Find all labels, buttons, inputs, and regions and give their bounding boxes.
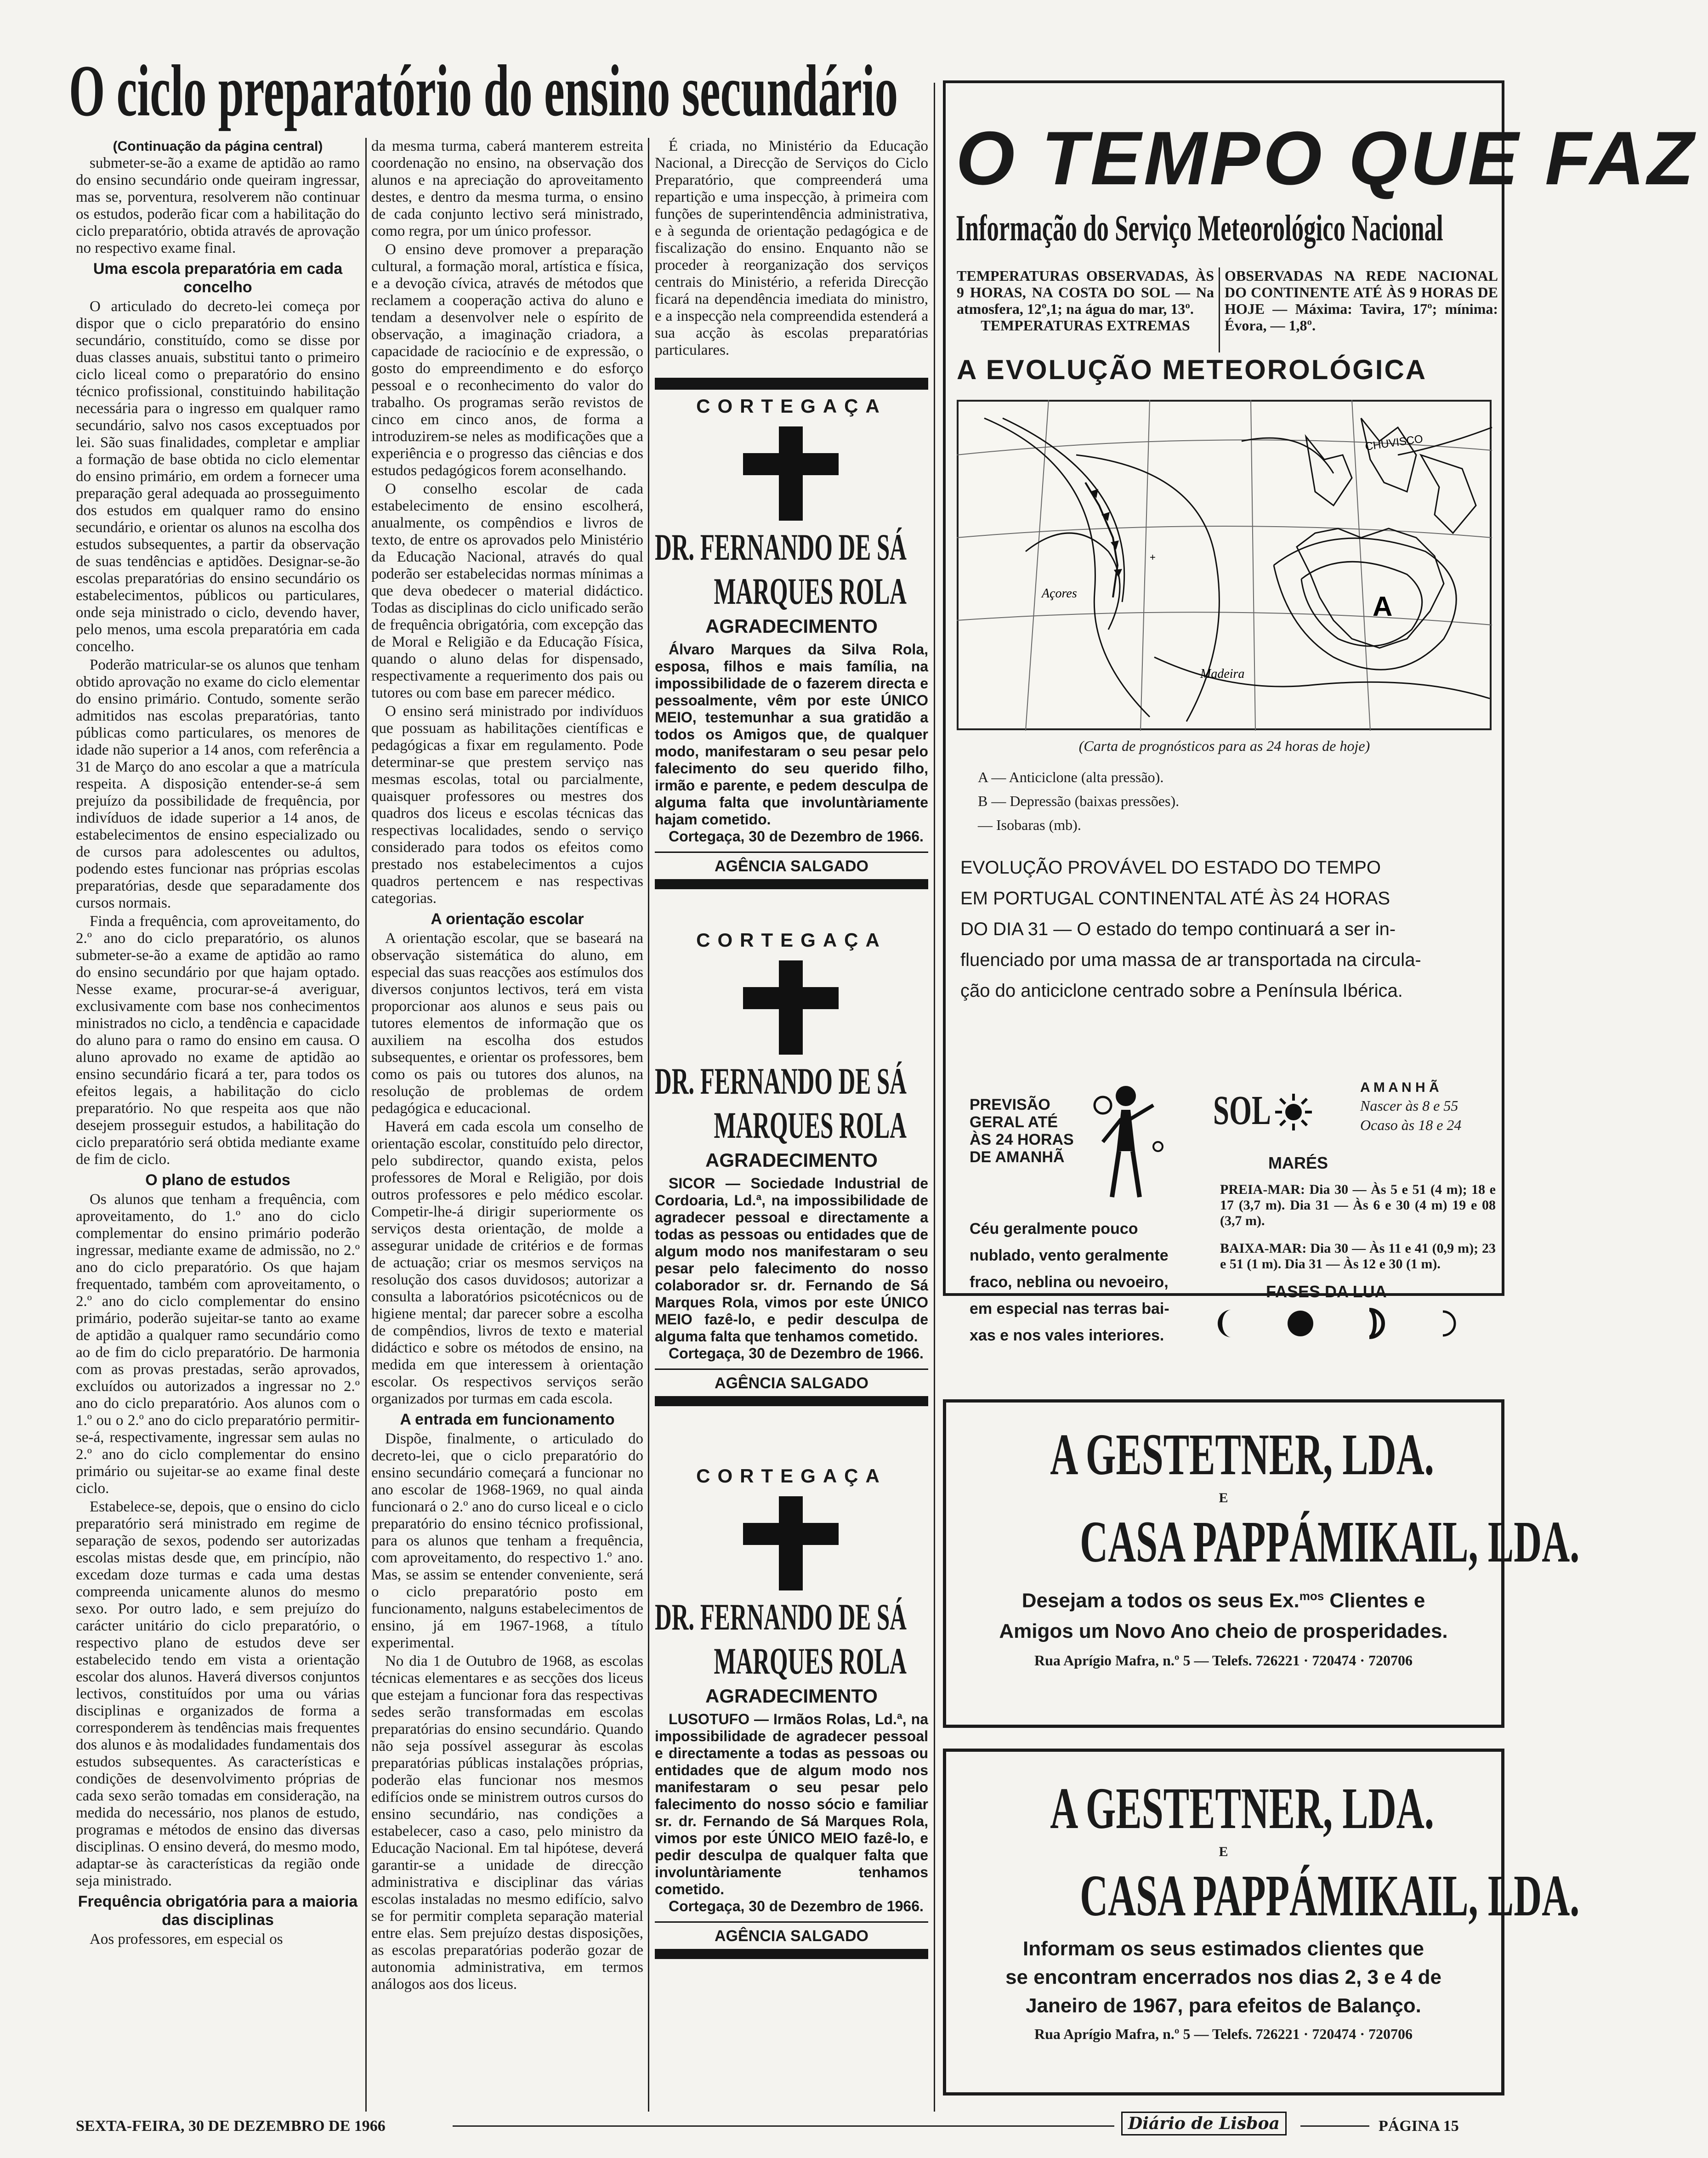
- forecast-text: [960, 852, 1493, 1006]
- sun-times: [1360, 1096, 1461, 1135]
- obituary-divider-bar: [655, 1949, 928, 1959]
- footer-masthead: Diário de Lisboa: [1121, 2112, 1287, 2135]
- obituary-text: Álvaro Marques da Silva Rola, esposa, filhos e mais família, na impossibilidade de o fazerem directa e pessoalmente, vêm por este ÚNICO MEIO, testemunhar a sua gratidão a todos os Amigos que, de qualquer modo, manifestaram o seu pesar pelo falecimento do seu querido filho, irmão e parente, e pedem desculpa de alguma falta que involuntàriamente hajam cometido.: [655, 641, 928, 828]
- map-label-chuvisco: CHUVISCO: [1364, 432, 1424, 453]
- article-column-1: [76, 138, 360, 2118]
- column-rule: [934, 83, 935, 2112]
- obituary-name: DR. FERNANDO DE SÁ: [655, 1060, 907, 1102]
- weather-title: O TEMPO QUE FAZ: [956, 116, 1697, 200]
- prevision-line: nublado, vento geralmente: [970, 1247, 1169, 1264]
- ad-company-2-text: CASA PAPPÁMIKAIL, LDA.: [1080, 1863, 1580, 1928]
- forecast-line: ção do anticiclone centrado sobre a Península Ibérica.: [960, 981, 1403, 1001]
- subheading: A entrada em funcionamento: [400, 1411, 615, 1428]
- ad-message-superscript: mos: [1299, 1589, 1324, 1603]
- obituary-rule: [655, 1921, 928, 1923]
- obituary-body: [655, 1175, 928, 1362]
- evolution-title: A EVOLUÇÃO METEOROLÓGICA: [957, 354, 1427, 385]
- obituary-rule: [655, 1369, 928, 1370]
- weather-figure-illustration: [1084, 1078, 1181, 1215]
- obituary-place: CORTEGAÇA: [696, 1465, 887, 1487]
- sol-label: SOL: [1213, 1088, 1271, 1133]
- footer-rule: [453, 2125, 1114, 2127]
- obituary-place: CORTEGAÇA: [696, 929, 887, 951]
- paragraph: A orientação escolar, que se baseará na observação sistemática do aluno, em especial das suas reacções aos estímulos dos diversos conjuntos lectivos, terá em vista proporcionar aos alunos e seus pais ou tutores elementos de informação que os auxiliem na escolha dos estudos subsequentes, e orientar os professores, bem como os pais ou tutores dos alunos, na resolução de problemas de ordem pedagógica e educacional.: [371, 930, 643, 1117]
- weather-rule: [1219, 267, 1220, 352]
- obituary-agency: AGÊNCIA SALGADO: [715, 1374, 868, 1392]
- obituary-divider-bar: [655, 1396, 928, 1406]
- subheading: Frequência obrigatória para a maioria das disciplinas: [78, 1893, 358, 1929]
- cross-icon: [655, 1487, 928, 1595]
- obituary-notice: [655, 395, 928, 889]
- obituary-rule: [655, 852, 928, 853]
- paragraph: Os alunos que tenham a frequência, com aproveitamento, do 1.º ano do ciclo complementar do ensino primário poderão ingressar, mediante exame de admissão, no 2.º ano do ciclo preparatório. Os que hajam frequentado, também com aproveitamento, o 2.º ano do ciclo complementar do ensino primário, poderão sujeitar-se tanto ao exame de aptidão a qualquer ramo secundário como ao de fim do ciclo preparatório. De harmonia com as provas prestadas, serão aprovados, excluídos ou autorizados a ingressar no 2.º ano do ciclo preparatório. Aos alunos com o 1.º ou o 2.º ano do ciclo preparatório permitir-se-á, respectivamente, ingressar sem aulas no 2.º ano do ciclo complementar do ensino primário ou sujeitar-se ao exame final deste ciclo.: [76, 1191, 360, 1497]
- temps-left: [957, 267, 1214, 334]
- moon-phase-4-icon: [1443, 1312, 1455, 1335]
- paragraph: Aos professores, em especial os: [90, 1931, 283, 1948]
- obituary-heading: AGRADECIMENTO: [705, 615, 878, 637]
- prevision-label: [970, 1096, 1074, 1166]
- subheading: Uma escola preparatória em cada concelho: [93, 260, 343, 296]
- obituary-body: [655, 641, 928, 845]
- weather-map: [957, 400, 1492, 731]
- prevision-line: Céu geralmente pouco: [970, 1220, 1138, 1238]
- cross-icon: [655, 951, 928, 1059]
- sun-icon: [1273, 1091, 1314, 1133]
- obituary-divider-bar: [655, 879, 928, 889]
- obituary-date: Cortegaça, 30 de Dezembro de 1966.: [669, 828, 924, 845]
- obituary-name-2: [655, 1103, 928, 1147]
- column-rule: [648, 138, 649, 2112]
- moon-phase-2-icon: [1288, 1311, 1313, 1336]
- ad-message-line2: se encontram encerrados nos dias 2, 3 e 4 de: [1005, 1966, 1441, 1988]
- paragraph: Poderão matricular-se os alunos que tenham obtido aprovação no exame do ciclo elementar do ensino primário. Contudo, somente serão admitidos nas escolas preparatórias, tanto públicas como particulares, os menores de idade não superior a 14 anos, com referência a 31 de Março do ano escolar a que a matrícula respeita. A disposição entender-se-á sem prejuízo da possibilidade de frequência, por indivíduos de idade superior a 14 anos, de estabelecimentos de ensino especializado ou de cursos para adolescentes ou adultos, podendo estes funcionar nas próprias escolas preparatórias, desde que separadamente dos cursos normais.: [76, 657, 360, 911]
- cross-icon: [655, 417, 928, 525]
- prevision-label-line: DE AMANHÃ: [970, 1148, 1065, 1166]
- baixa-mar: BAIXA-MAR: Dia 30 — Às 11 e 41 (0,9 m); 23 e 51 (1 m). Dia 31 — Às 12 e 30 (1 m).: [1220, 1241, 1496, 1272]
- ad-company-1: [951, 1420, 1496, 1489]
- obituary-date: Cortegaça, 30 de Dezembro de 1966.: [669, 1898, 924, 1914]
- preia-mar: PREIA-MAR: Dia 30 — Às 5 e 51 (4 m); 18 e 17 (3,7 m). Dia 31 — Às 6 e 30 (4 m) 19 e 08 (3,7 m).: [1220, 1182, 1496, 1228]
- footer-page: PÁGINA 15: [1379, 2118, 1459, 2135]
- moon-phase-3-icon: [1369, 1310, 1383, 1337]
- paragraph: Finda a frequência, com aproveitamento, do 2.º ano do ciclo preparatório, os alunos submeter-se-ão a exame de aptidão ao ramo do ensino secundário por que hajam optado. Nesse exame, procurar-se-á averiguar, exclusivamente com base nos conhecimentos ministrados no ciclo, a tendência e capacidade do aluno para o ramo do ensino em causa. O aluno aprovado no exame de aptidão ao ensino secundário ficará a ter, para todos os efeitos legais, a habilitação do ciclo preparatório. No que respeita aos que não desejem prosseguir estudos, a habilitação do ciclo preparatório será obtida mediante exame de fim de ciclo.: [76, 913, 360, 1168]
- ad-message: [951, 1581, 1496, 1616]
- obituary-notice: [655, 929, 928, 1406]
- obituary-name-line2: MARQUES ROLA: [714, 1104, 907, 1146]
- obituary-heading: AGRADECIMENTO: [705, 1149, 878, 1171]
- sunset: Ocaso às 18 e 24: [1360, 1117, 1462, 1133]
- article-column-2: [371, 138, 643, 2118]
- paragraph: Estabelece-se, depois, que o ensino do ciclo preparatório será ministrado em regime de separação de sexos, podendo ser autorizadas escolas mistas desde que, em princípio, não excedam doze turmas e cada uma destas compreenda unicamente alunos do mesmo sexo. Por outro lado, e sem prejuízo do carácter unitário do ciclo preparatório, o respectivo plano de estudos deve ser estabelecido tendo em vista a orientação escolar dos alunos. Haverá diversos conjuntos lectivos, constituídos por uma ou várias disciplinas e organizados de forma a corresponderem às tendências mais frequentes dos alunos e às modalidades fundamentais dos estudos subsequentes. As características e condições de desenvolvimento próprias de cada sexo serão tomadas em consideração, na medida do necessário, nos planos de estudo, programas e métodos de ensino das diversas disciplinas. O ensino deverá, do mesmo modo, adaptar-se às características da região onde seja ministrado.: [76, 1499, 360, 1889]
- obituary-heading: AGRADECIMENTO: [705, 1685, 878, 1707]
- continuation-note: (Continuação da página central): [113, 139, 323, 154]
- figure-head: [1116, 1086, 1136, 1106]
- prevision-line: xas e nos vales interiores.: [970, 1327, 1164, 1344]
- obituary-agency: AGÊNCIA SALGADO: [715, 1927, 868, 1945]
- paragraph: submeter-se-ão a exame de aptidão ao ramo do ensino secundário onde queiram ingressar, mas se, porventura, resolverem não continuar os estudos, poderão ficar com a habilitação do ciclo preparatório, obtida através de aprovação no respectivo exame final.: [76, 155, 360, 256]
- obituary-name: DR. FERNANDO DE SÁ: [655, 526, 907, 568]
- map-island-label: +: [1150, 551, 1156, 563]
- obituary-place: CORTEGAÇA: [696, 395, 887, 417]
- ad-message-line2: Amigos um Novo Ano cheio de prosperidades.: [999, 1619, 1448, 1642]
- map-legend: [978, 765, 1179, 837]
- prevision-text: [970, 1215, 1218, 1349]
- advertisement: [951, 1774, 1580, 2046]
- ad-address: Rua Aprígio Mafra, n.º 5 — Telefs. 726221 · 720474 · 720706: [1034, 1652, 1413, 1669]
- paragraph: É criada, no Ministério da Educação Nacional, a Direcção de Serviços do Ciclo Preparatório, que compreenderá uma repartição e uma inspecção, à primeira com funções de superintendência administrativa, e à segunda de orientação pedagógica e de fiscalização do ensino. Enquanto não se proceder à reorganização dos serviços centrais do Ministério, a referida Direcção ficará na dependência imediata do ministro, e a inspecção nela compreendida estenderá a sua acção às escolas preparatórias particulares.: [655, 138, 928, 358]
- weather-subtitle: Informação do Serviço Meteorológico Nacional: [956, 208, 1443, 249]
- moon-phase-1-icon: [1218, 1310, 1231, 1337]
- ad-company-1-text: A GESTETNER, LDA.: [1050, 1776, 1434, 1841]
- temps-right: OBSERVADAS NA REDE NACIONAL DO CONTINENTE ATÉ ÀS 9 HORAS DE HOJE — Máxima: Tavira, 17º; mínima: Évora, — 1,8º.: [1225, 267, 1498, 334]
- figure-flower-icon: [1153, 1142, 1163, 1151]
- prevision-line: fraco, neblina ou nevoeiro,: [970, 1273, 1169, 1291]
- sunrise: Nascer às 8 e 55: [1360, 1097, 1458, 1114]
- ad-and: E: [1219, 1844, 1228, 1859]
- paragraph: Dispõe, finalmente, o articulado do decreto-lei, que o ciclo preparatório do ensino secundário começará a funcionar no ano escolar de 1968-1969, no qual ainda funcionará o 2.º ano do curso liceal e o ciclo preparatório do ensino técnico profissional, para os alunos que tenham a frequência, com aproveitamento, do respectivo 1.º ano. Mas, se assim se entender conveniente, será o ciclo preparatório posto em funcionamento, nalguns estabelecimentos de ensino, já em 1967-1968, a título experimental.: [371, 1431, 643, 1651]
- legend-anticyclone: A — Anticiclone (alta pressão).: [978, 769, 1164, 785]
- paragraph: da mesma turma, caberá manterem estreita coordenação no ensino, na observação dos alunos e na apreciação do aproveitamento destes, e dentro da mesma turma, o ensino de cada conjunto lectivo será ministrado, como regra, por um único professor.: [371, 138, 643, 239]
- obituary-name-2: [655, 1639, 928, 1683]
- ad-message-part: Clientes e: [1324, 1589, 1425, 1612]
- paragraph: O articulado do decreto-lei começa por dispor que o ciclo preparatório do ensino secundário, constituído, como se disse por duas classes anuais, substitui tanto o primeiro ciclo liceal como o preparatório do ensino técnico profissional, constituindo habilitação necessária para o ingresso em qualquer ramo secundário, salvo nos casos exceptuados por lei. São suas finalidades, completar e ampliar a formação de base obtida no ciclo elementar do ensino primário, em ordem a fornecer uma preparação geral adequada ao prosseguimento dos estudos em qualquer ramo do ensino secundário, e orientar os alunos na escolha dos estudos subsequentes, a partir da observação de suas tendências e aptidões. Designar-se-ão escolas preparatórias do ensino secundário os estabelecimentos, públicos ou particulares, onde seja ministrado o ciclo, devendo haver, pelo menos, uma escola preparatória em cada concelho.: [76, 298, 360, 655]
- paragraph: O ensino deve promover a preparação cultural, a formação moral, artística e física, e a devoção cívica, através de métodos que reclamem a cooperação activa do aluno e tendam a desenvolver nele o espírito de observação, a imaginação criadora, a capacidade de raciocínio e de expressão, o gosto do empreendimento e do esforço pessoal e o reconhecimento do valor do trabalho. Os programas serão revistos de cinco em cinco anos, de forma a introduzirem-se neles as modificações que a experiência e o progresso das ciências e dos estudos pedagógicos forem aconselhando.: [371, 241, 643, 479]
- ad-address: Rua Aprígio Mafra, n.º 5 — Telefs. 726221 · 720474 · 720706: [1034, 2026, 1413, 2042]
- ad-message-part: Desejam a todos os seus Ex.: [1021, 1589, 1299, 1612]
- paragraph: Haverá em cada escola um conselho de orientação escolar, constituído pelo director, pelo subdirector, quando exista, pelos professores de Moral e Religião, por dois outros professores e pelo médico escolar. Competir-lhe-á dirigir superiormente os serviços desta orientação, de molde a assegurar unidade de critérios e de formas de actuação; criar os mesmos serviços na resolução dos casos duvidosos; autorizar a consulta a laboratórios psicotécnicos ou de higiene mental; dar parecer sobre a escolha de compêndios, livros de texto e material didáctico e sobre os métodos de ensino, na medida em que interessem à orientação escolar. Os respectivos serviços serão organizados por turmas em cada escola.: [371, 1119, 643, 1407]
- prevision-label-line: GERAL ATÉ: [970, 1113, 1058, 1131]
- footer-date: SEXTA-FEIRA, 30 DE DEZEMBRO DE 1966: [76, 2118, 386, 2135]
- obituary-name: DR. FERNANDO DE SÁ: [655, 1596, 907, 1638]
- moon-phases: [1213, 1305, 1498, 1342]
- mares-title: MARÉS: [1268, 1153, 1328, 1172]
- column-rule: [365, 138, 367, 2112]
- map-label-anticyclone: A: [1373, 591, 1393, 622]
- ad-message-line3: Janeiro de 1967, para efeitos de Balanço.: [1026, 1994, 1421, 2017]
- map-label-azores: Açores: [1042, 586, 1077, 601]
- figure-sun-icon: [1095, 1097, 1111, 1113]
- obituary-date: Cortegaça, 30 de Dezembro de 1966.: [669, 1345, 924, 1362]
- legend-isobars: — Isobaras (mb).: [978, 817, 1081, 833]
- figure-legs: [1112, 1151, 1140, 1197]
- ad-company-1-text: A GESTETNER, LDA.: [1050, 1422, 1434, 1487]
- headline: O ciclo preparatório do ensino secundário: [69, 50, 898, 131]
- obituary-agency: AGÊNCIA SALGADO: [715, 858, 868, 875]
- obituary-body: [655, 1711, 928, 1915]
- prevision-label-line: ÀS 24 HORAS: [970, 1131, 1074, 1148]
- paragraph: No dia 1 de Outubro de 1968, as escolas técnicas elementares e as secções dos liceus que estejam a funcionar fora das respectivas sedes serão transformadas em escolas preparatórias do ensino secundário. Quando não seja possível assegurar às escolas preparatórias públicas instalações próprias, poderão elas funcionar nos mesmos edifícios onde se ministrem outros cursos do ensino secundário, nas condições a estabelecer, caso a caso, pelo ministro da Educação Nacional. Em tal hipótese, deverá garantir-se a unidade de direcção administrativa e disciplinar das várias escolas instaladas no mesmo edifício, salvo se for permitir completa separação material entre elas. Sem prejuízo destas disposições, as escolas preparatórias poderão gozar de autonomia administrativa, em termos análogos aos dos liceus.: [371, 1653, 643, 1993]
- ad-and: E: [1219, 1490, 1228, 1505]
- prevision-line: em especial nas terras bai-: [970, 1300, 1169, 1318]
- ad-company-2-text: CASA PAPPÁMIKAIL, LDA.: [1080, 1509, 1580, 1574]
- subheading: O plano de estudos: [145, 1171, 290, 1189]
- prevision-label-line: PREVISÃO: [970, 1096, 1050, 1113]
- obituary-name-2: [655, 569, 928, 613]
- map-label-madeira: Madeira: [1200, 667, 1245, 681]
- obituary-notice: [655, 1465, 928, 1959]
- article-column-3: [655, 138, 928, 356]
- temps-extreme-label: TEMPERATURAS EXTREMAS: [981, 317, 1190, 334]
- forecast-line: DO DIA 31 — O estado do tempo continuará a ser in-: [960, 919, 1396, 939]
- forecast-line: EVOLUÇÃO PROVÁVEL DO ESTADO DO TEMPO: [960, 858, 1381, 878]
- obituary-divider-bar: [655, 378, 928, 390]
- obituary-name-line2: MARQUES ROLA: [714, 1640, 907, 1682]
- paragraph: O ensino será ministrado por indivíduos que possuam as habilitações científicas e pedagógicas a fixar em regulamento. Pode determinar-se que prestem serviço nas mesmas escolas, total ou parcialmente, quaisquer professores ou mestres dos quadros dos liceus e escolas técnicas das respectivas localidades, sendo o serviço considerado para todos os efeitos como prestado nos estabelecimentos a cujos quadros pertencem e nas respectivas categorias.: [371, 703, 643, 907]
- obituary-text: SICOR — Sociedade Industrial de Cordoaria, Ld.ª, na impossibilidade de agradecer pessoal e directamente a todas as pessoas ou entidades que de algum modo nos manifestaram o seu pesar pelo falecimento do nosso colaborador sr. dr. Fernando de Sá Marques Rola, vimos por este ÚNICO MEIO fazê-lo, e pedir desculpa de alguma falta que tenhamos cometido.: [655, 1175, 928, 1345]
- temps-left-text: TEMPERATURAS OBSERVADAS, ÀS 9 HORAS, NA COSTA DO SOL — Na atmosfera, 12º,1; na água do mar, 13º.: [957, 267, 1214, 317]
- forecast-line: EM PORTUGAL CONTINENTAL ATÉ ÀS 24 HORAS: [960, 888, 1390, 909]
- fases-title: FASES DA LUA: [1266, 1282, 1387, 1301]
- legend-depression: B — Depressão (baixas pressões).: [978, 793, 1180, 809]
- advertisement: [951, 1420, 1580, 1672]
- obituary-name-line2: MARQUES ROLA: [714, 570, 907, 612]
- amanha-label: A M A N H Ã: [1360, 1080, 1439, 1095]
- footer-rule: [1300, 2125, 1369, 2127]
- subheading: A orientação escolar: [431, 910, 584, 928]
- ad-company-2: [951, 1861, 1580, 1935]
- map-caption: (Carta de prognósticos para as 24 horas de hoje): [1078, 738, 1370, 754]
- paragraph: O conselho escolar de cada estabelecimento de ensino escolherá, anualmente, os compêndios e livros de texto, de entre os aprovados pelo Ministério da Educação Nacional, através do qual poderão ser estabelecidas normas mínimas a que deva obedecer o material didáctico. Todas as disciplinas do ciclo unificado serão de frequência obrigatória, com excepção das de Moral e Religião e da Educação Física, quando o aluno delas for dispensado, respectivamente a requerimento dos pais ou tutores ou com base em parecer médico.: [371, 481, 643, 701]
- forecast-line: fluenciado por uma massa de ar transportada na circula-: [960, 950, 1421, 970]
- ad-company-2: [951, 1507, 1580, 1581]
- ad-message: Informam os seus estimados clientes que: [1023, 1937, 1424, 1960]
- obituary-text: LUSOTUFO — Irmãos Rolas, Ld.ª, na impossibilidade de agradecer pessoal e directamente a todas as pessoas ou entidades que de algum modo nos manifestaram o seu pesar pelo falecimento do nosso sócio e familiar sr. dr. Fernando de Sá Marques Rola, vimos por este ÚNICO MEIO fazê-lo, e pedir desculpa de qualquer falta que involuntàriamente tenhamos cometido.: [655, 1711, 928, 1897]
- ad-company-1: [951, 1774, 1496, 1843]
